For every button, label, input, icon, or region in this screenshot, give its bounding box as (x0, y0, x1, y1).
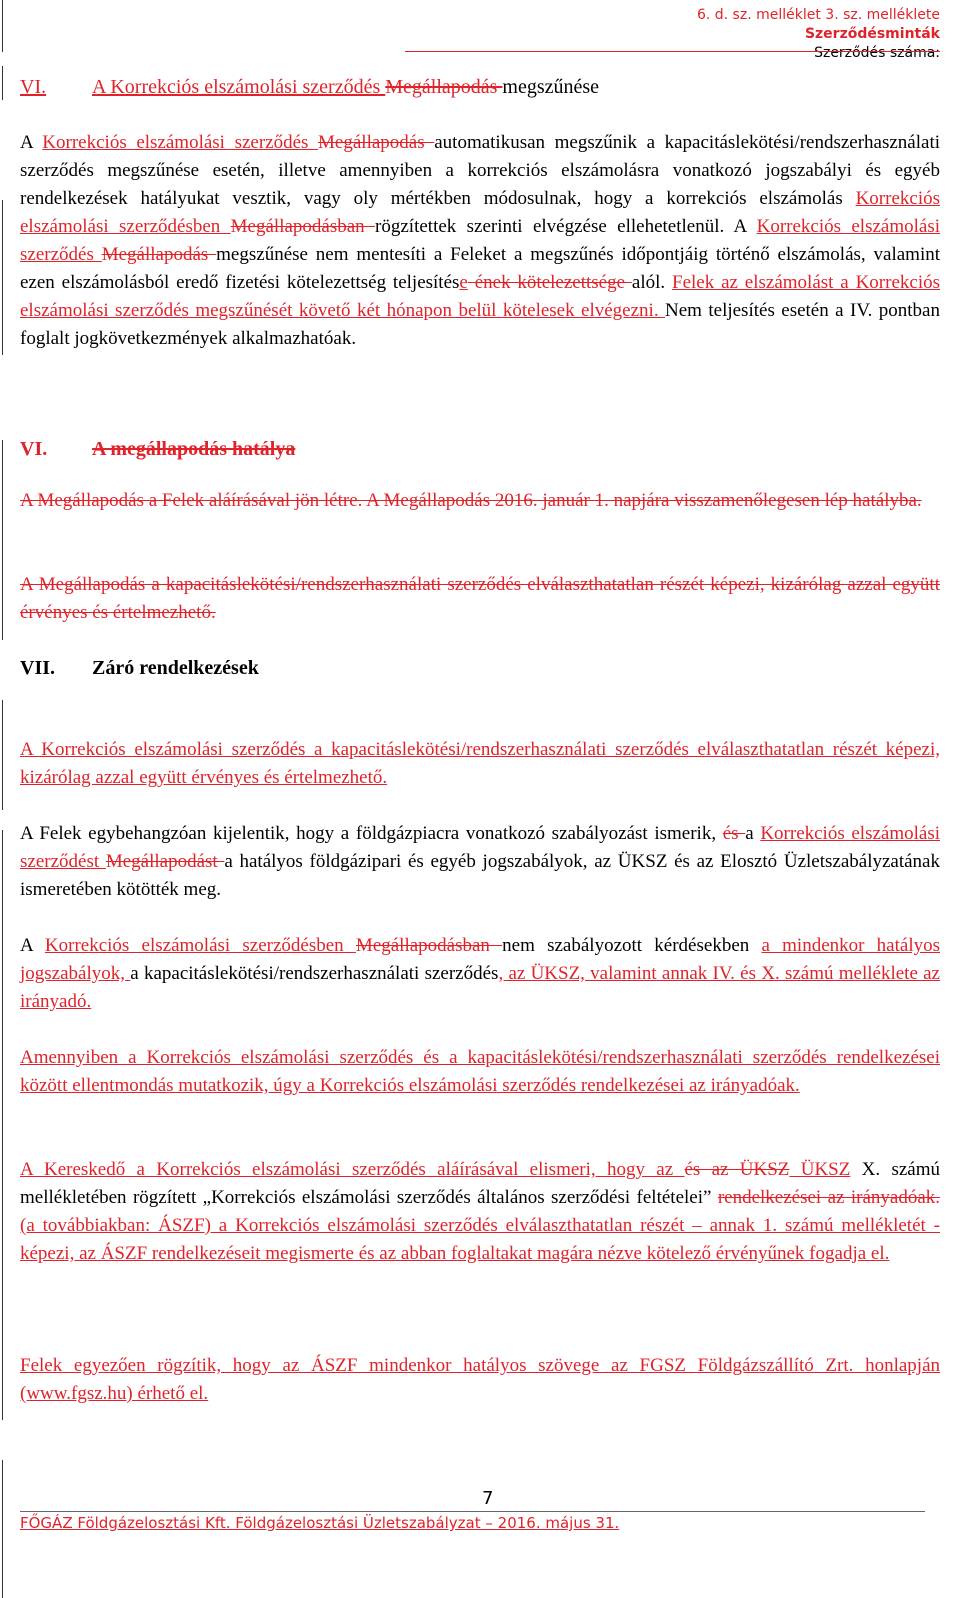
footer-rule (20, 1511, 925, 1512)
change-bar (2, 700, 3, 810)
paragraph-final-3: A Korrekciós elszámolási szerződésben Megállapodásban nem szabályozott kérdésekben a mindenkor hatályos jogszabályok, a kapacitáslekötési/rendszerhasználati szerződés, az ÜKSZ, valamint annak IV. és X. számú melléklete az irányadó. (20, 935, 941, 1012)
change-bar (2, 0, 3, 52)
change-bar (2, 1460, 3, 1598)
change-bar (2, 830, 3, 1420)
heading-inserted-text: A Korrekciós elszámolási szerződés (92, 76, 386, 98)
section-heading-final-provisions (20, 657, 259, 680)
heading-deleted-text: Megállapodás (385, 76, 503, 98)
paragraph-final-2: A Felek egybehangzóan kijelentik, hogy a földgázpiacra vonatkozó szabályozást ismerik, és a Korrekciós elszámolási szerződést Megállapodást a hatályos földgázipari és egyéb jogszabályok, az ÜKSZ és az Elosztó Üzletszabályzatának ismeretében kötötték meg. (20, 823, 941, 900)
section-heading-termination (20, 76, 599, 99)
paragraph-final-4: Amennyiben a Korrekciós elszámolási szerződés és a kapacitáslekötési/rendszerhasználati szerződés rendelkezései között ellentmondás mutatkozik, úgy a Korrekciós elszámolási szerződés rendelkezései az irányadóak. (20, 1047, 940, 1096)
section-heading-validity (20, 438, 295, 461)
change-bar (2, 440, 3, 640)
paragraph-termination: A Korrekciós elszámolási szerződés Megállapodás automatikusan megszűnik a kapacitáslekötési/rendszerhasználati szerződés megszűnése esetén, illetve amennyiben a korrekciós elszámolásra vonatkozó jogszabályi és egyéb rendelkezések hatályukat vesztik, vagy oly mértékben módosulnak, hogy a korrekciós elszámolás Korrekciós elszámolási szerződésben Megállapodásban rögzítettek szerinti elvégzése ellehetetlenül. A Korrekciós elszámolási szerződés Megállapodás megszűnése nem mentesíti a Feleket a megszűnés időpontjáig történő elszámolás, valamint ezen elszámolásból eredő fizetési kötelezettség teljesítése ének kötelezettsége alól. Felek az elszámolást a Korrekciós elszámolási szerződés megszűnését követő két hónapon belül kötelesek elvégezni. Nem teljesítés esetén a IV. pontban foglalt jogkövetkezmények alkalmazhatóak. (20, 132, 941, 349)
page-number: 7 (482, 1488, 494, 1509)
footer-text: FŐGÁZ Földgázelosztási Kft. Földgázelosztási Üzletszabályzat – 2016. május 31. (20, 1514, 620, 1532)
change-bar (2, 200, 3, 255)
section-number: VII. (20, 657, 56, 679)
heading-text: megszűnése (502, 76, 600, 98)
section-number: VI. (20, 76, 47, 98)
paragraph-final-5: A Kereskedő a Korrekciós elszámolási szerződés aláírásával elismeri, hogy az és az ÜKSZ ÜKSZ X. számú mellékletében rögzített „Korrekciós elszámolási szerződés általános szerződési feltételei” rendelkezései az irányadóak. (a továbbiakban: ÁSZF) a Korrekciós elszámolási szerződés elválaszthatatlan részét – annak 1. számú mellékletét - képezi, az ÁSZF rendelkezéseit megismerte és az abban foglaltakat magára nézve kötelező érvényűnek fogadja el. (20, 1159, 941, 1264)
page-header (697, 6, 940, 63)
section-number: VI. (20, 438, 48, 460)
paragraph-final-6: Felek egyezően rögzítik, hogy az ÁSZF mindenkor hatályos szövege az FGSZ Földgázszállító Zrt. honlapján (www.fgsz.hu) érhető el. (20, 1355, 940, 1404)
paragraph-validity-2: A Megállapodás a kapacitáslekötési/rendszerhasználati szerződés elválaszthatatlan részét képezi, kizárólag azzal együtt érvényes és értelmezhető. (20, 574, 940, 623)
header-contract-number-label: Szerződés száma: (814, 45, 940, 61)
heading-text: A megállapodás hatálya (92, 438, 296, 460)
header-rule (405, 51, 940, 52)
change-bar (2, 255, 3, 355)
paragraph-final-1: A Korrekciós elszámolási szerződés a kapacitáslekötési/rendszerhasználati szerződés elválaszthatatlan részét képezi, kizárólag azzal együtt érvényes és értelmezhető. (20, 739, 940, 788)
header-annex-label: 6. d. sz. melléklet 3. sz. melléklete (696, 7, 940, 23)
change-bar (2, 66, 3, 100)
header-templates-label: Szerződésminták (804, 26, 940, 42)
heading-text: Záró rendelkezések (92, 657, 259, 679)
paragraph-validity-1: A Megállapodás a Felek aláírásával jön létre. A Megállapodás 2016. január 1. napjára visszamenőlegesen lép hatályba. (20, 490, 922, 511)
